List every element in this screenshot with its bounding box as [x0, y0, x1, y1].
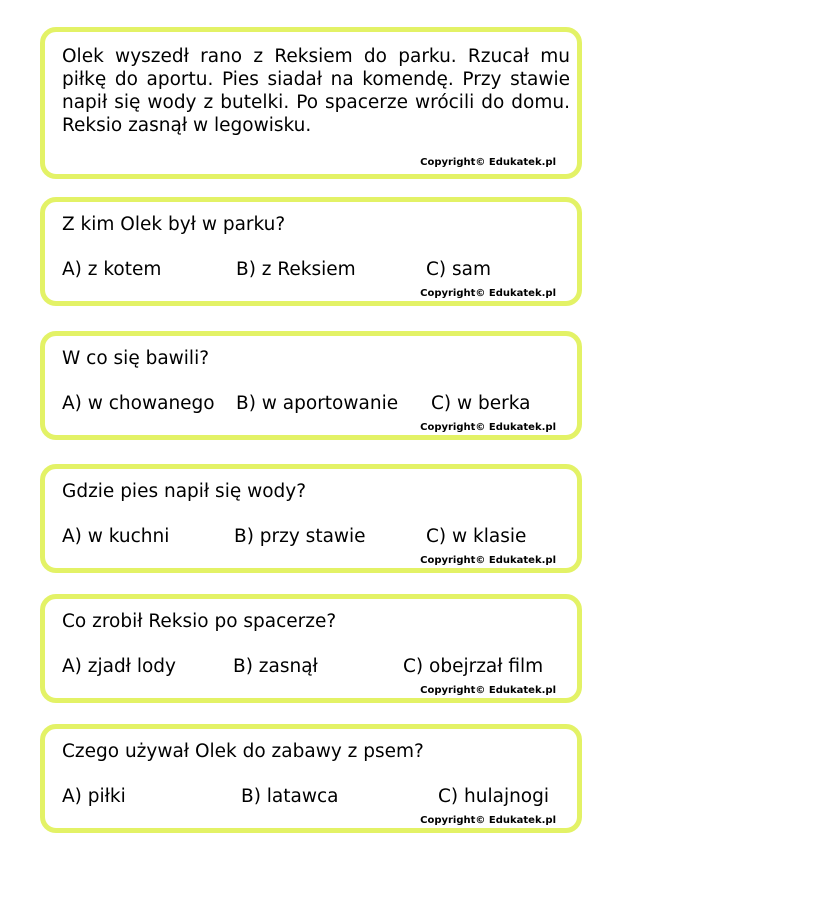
answer-c[interactable]: C) w berka: [431, 393, 531, 414]
question-text: Co zrobił Reksio po spacerze?: [62, 611, 337, 632]
copyright-label: Copyright© Edukatek.pl: [420, 288, 556, 299]
answer-b[interactable]: B) latawca: [241, 786, 339, 807]
question-card-4: [40, 594, 582, 703]
answer-c[interactable]: C) hulajnogi: [438, 786, 550, 807]
answer-a[interactable]: A) w chowanego: [62, 393, 215, 414]
story-card: [40, 27, 582, 179]
answer-a[interactable]: A) zjadł lody: [62, 656, 176, 677]
answer-c[interactable]: C) obejrzał film: [403, 656, 544, 677]
answer-c[interactable]: C) w klasie: [426, 526, 527, 547]
question-card-2: [40, 331, 582, 440]
answer-b[interactable]: B) w aportowanie: [236, 393, 399, 414]
copyright-label: Copyright© Edukatek.pl: [420, 555, 556, 566]
question-text: Czego używał Olek do zabawy z psem?: [62, 741, 424, 762]
question-text: W co się bawili?: [62, 348, 210, 369]
question-card-5: [40, 724, 582, 833]
copyright-label: Copyright© Edukatek.pl: [420, 685, 556, 696]
question-text: Z kim Olek był w parku?: [62, 214, 286, 235]
answer-b[interactable]: B) zasnął: [233, 656, 318, 677]
answer-a[interactable]: A) z kotem: [62, 259, 162, 280]
question-text: Gdzie pies napił się wody?: [62, 481, 307, 502]
copyright-label: Copyright© Edukatek.pl: [420, 422, 556, 433]
story-text: Olek wyszedł rano z Reksiem do parku. Rzucał mu piłkę do aportu. Pies siadał na komendę. Przy stawie napił się wody z butelki. Po spacerze wrócili do domu. Reksio zasnął w legowisku.: [62, 46, 570, 136]
answer-a[interactable]: A) piłki: [62, 786, 126, 807]
answer-c[interactable]: C) sam: [426, 259, 492, 280]
answer-b[interactable]: B) z Reksiem: [236, 259, 356, 280]
question-card-1: [40, 197, 582, 306]
answer-a[interactable]: A) w kuchni: [62, 526, 170, 547]
question-card-3: [40, 464, 582, 573]
copyright-label: Copyright© Edukatek.pl: [420, 157, 556, 168]
copyright-label: Copyright© Edukatek.pl: [420, 815, 556, 826]
answer-b[interactable]: B) przy stawie: [234, 526, 366, 547]
